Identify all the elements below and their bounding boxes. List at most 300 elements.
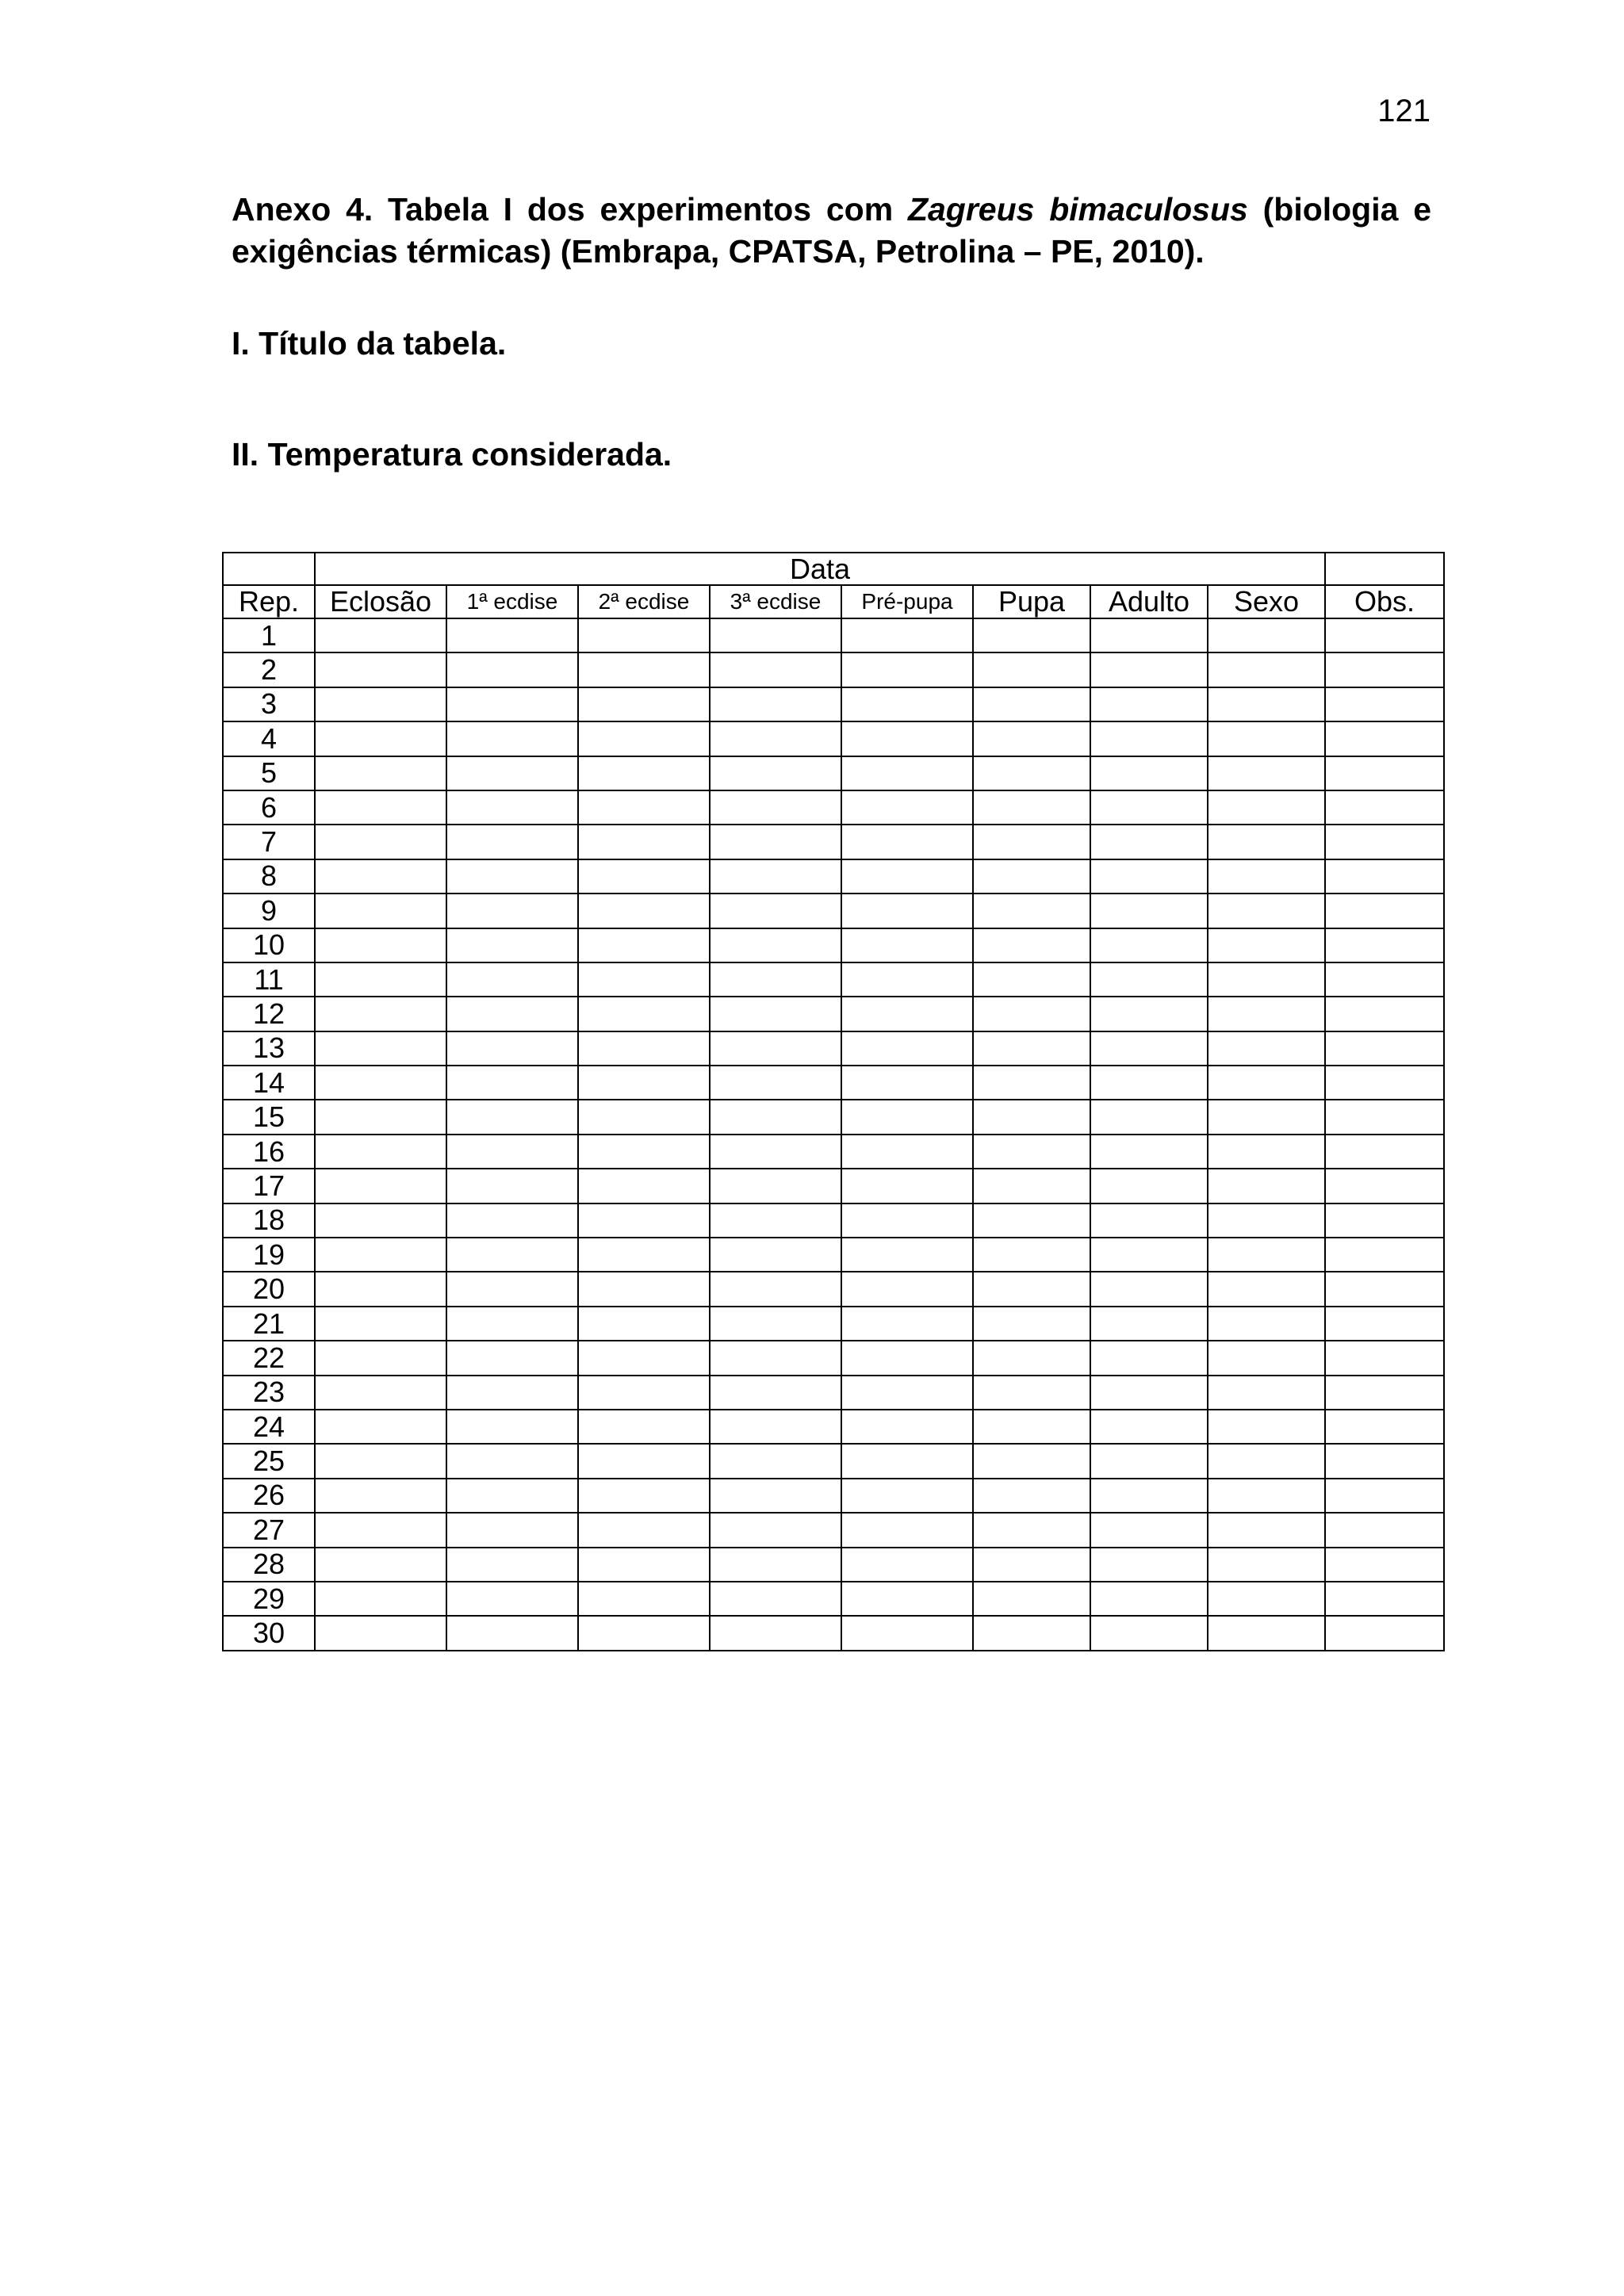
empty-cell	[1090, 1616, 1208, 1650]
empty-cell	[841, 618, 973, 652]
empty-cell	[1325, 1100, 1444, 1134]
table-row	[223, 1513, 1444, 1547]
table-row	[223, 1272, 1444, 1306]
header-sexo: Sexo	[1208, 585, 1325, 618]
empty-cell	[578, 1341, 710, 1375]
header-rep: Rep.	[223, 585, 315, 618]
table-row	[223, 1066, 1444, 1100]
table-row	[223, 1410, 1444, 1444]
empty-cell	[1090, 1410, 1208, 1444]
empty-cell	[446, 1100, 578, 1134]
empty-cell	[1325, 1169, 1444, 1203]
empty-cell	[1325, 1272, 1444, 1306]
empty-cell	[315, 894, 446, 928]
empty-cell	[841, 1444, 973, 1478]
empty-cell	[1325, 1513, 1444, 1547]
empty-cell	[973, 1548, 1090, 1582]
empty-cell	[1325, 652, 1444, 687]
empty-cell	[1090, 1479, 1208, 1513]
empty-cell	[973, 1031, 1090, 1066]
empty-cell	[446, 790, 578, 825]
empty-cell	[578, 1376, 710, 1410]
empty-cell	[1090, 1135, 1208, 1169]
empty-cell	[1208, 825, 1325, 859]
empty-cell	[446, 894, 578, 928]
table-row	[223, 756, 1444, 790]
empty-cell	[973, 687, 1090, 721]
empty-cell	[578, 1272, 710, 1306]
empty-cell	[315, 1066, 446, 1100]
rep-number-cell: 17	[223, 1169, 315, 1203]
empty-cell	[315, 1410, 446, 1444]
empty-cell	[446, 1272, 578, 1306]
empty-cell	[1208, 1203, 1325, 1238]
rep-number-cell: 28	[223, 1548, 315, 1582]
empty-cell	[841, 962, 973, 997]
empty-cell	[973, 1100, 1090, 1134]
empty-cell	[1090, 825, 1208, 859]
empty-cell	[973, 618, 1090, 652]
rep-number-cell: 30	[223, 1616, 315, 1650]
empty-cell	[710, 1616, 841, 1650]
table-row	[223, 997, 1444, 1031]
empty-cell	[1208, 1341, 1325, 1375]
empty-cell	[315, 1548, 446, 1582]
empty-cell	[315, 1272, 446, 1306]
empty-cell	[710, 1513, 841, 1547]
header-obs: Obs.	[1325, 585, 1444, 618]
header-ecdise-3: 3ª ecdise	[710, 585, 841, 618]
empty-cell	[1090, 687, 1208, 721]
empty-cell	[1208, 652, 1325, 687]
rep-number-cell: 13	[223, 1031, 315, 1066]
empty-cell	[710, 687, 841, 721]
empty-cell	[446, 1135, 578, 1169]
empty-cell	[315, 1238, 446, 1272]
empty-cell	[1090, 652, 1208, 687]
empty-cell	[710, 618, 841, 652]
rep-number-cell: 19	[223, 1238, 315, 1272]
empty-cell	[578, 1169, 710, 1203]
empty-cell	[1325, 1616, 1444, 1650]
table-row	[223, 1616, 1444, 1650]
empty-cell	[841, 1135, 973, 1169]
empty-cell	[710, 1203, 841, 1238]
empty-cell	[315, 997, 446, 1031]
empty-cell	[841, 790, 973, 825]
empty-cell	[1208, 1582, 1325, 1616]
empty-cell	[578, 1203, 710, 1238]
table-body	[223, 618, 1444, 1651]
empty-cell	[578, 652, 710, 687]
empty-cell	[1325, 1582, 1444, 1616]
empty-cell	[841, 1341, 973, 1375]
empty-cell	[578, 1135, 710, 1169]
empty-cell	[1208, 928, 1325, 962]
empty-cell	[578, 1066, 710, 1100]
empty-cell	[1208, 1479, 1325, 1513]
empty-cell	[1208, 1513, 1325, 1547]
table-header-group-row	[223, 553, 1444, 585]
empty-cell	[973, 1582, 1090, 1616]
rep-number-cell: 5	[223, 756, 315, 790]
empty-cell	[1208, 1100, 1325, 1134]
empty-cell	[973, 721, 1090, 756]
empty-cell	[446, 1410, 578, 1444]
empty-cell	[973, 1066, 1090, 1100]
rep-number-cell: 25	[223, 1444, 315, 1478]
empty-cell	[1090, 1444, 1208, 1478]
empty-cell	[1090, 962, 1208, 997]
empty-cell	[578, 894, 710, 928]
header-pupa: Pupa	[973, 585, 1090, 618]
empty-cell	[841, 825, 973, 859]
empty-cell	[446, 1169, 578, 1203]
empty-cell	[841, 721, 973, 756]
empty-cell	[446, 1031, 578, 1066]
empty-cell	[710, 997, 841, 1031]
table-row	[223, 1376, 1444, 1410]
empty-cell	[315, 962, 446, 997]
empty-cell	[446, 652, 578, 687]
empty-cell	[578, 1031, 710, 1066]
empty-cell	[1090, 1582, 1208, 1616]
empty-cell	[1325, 1135, 1444, 1169]
empty-cell	[446, 1376, 578, 1410]
empty-cell	[446, 1444, 578, 1478]
empty-cell	[973, 928, 1090, 962]
empty-cell	[1325, 825, 1444, 859]
empty-cell	[841, 1410, 973, 1444]
empty-cell	[841, 1479, 973, 1513]
header-data-group: Data	[315, 553, 1325, 585]
empty-cell	[446, 1341, 578, 1375]
empty-cell	[1208, 894, 1325, 928]
empty-cell	[1325, 1203, 1444, 1238]
empty-cell	[446, 928, 578, 962]
table-row	[223, 618, 1444, 652]
empty-cell	[578, 1307, 710, 1341]
table-row	[223, 962, 1444, 997]
empty-cell	[841, 1307, 973, 1341]
table-row	[223, 790, 1444, 825]
empty-cell	[1325, 1479, 1444, 1513]
empty-cell	[1208, 997, 1325, 1031]
empty-cell	[578, 825, 710, 859]
empty-cell	[973, 1135, 1090, 1169]
table-row	[223, 859, 1444, 894]
table-row	[223, 1135, 1444, 1169]
rep-number-cell: 20	[223, 1272, 315, 1306]
empty-cell	[1090, 1031, 1208, 1066]
empty-cell	[973, 997, 1090, 1031]
empty-cell	[446, 1203, 578, 1238]
empty-cell	[1208, 721, 1325, 756]
empty-cell	[710, 721, 841, 756]
empty-cell	[841, 894, 973, 928]
empty-cell	[578, 928, 710, 962]
empty-cell	[1208, 1238, 1325, 1272]
empty-cell	[1208, 1307, 1325, 1341]
empty-cell	[841, 1031, 973, 1066]
rep-number-cell: 29	[223, 1582, 315, 1616]
empty-cell	[1208, 1444, 1325, 1478]
page-number: 121	[1377, 94, 1431, 128]
empty-cell	[841, 1203, 973, 1238]
empty-cell	[710, 652, 841, 687]
empty-cell	[1208, 1616, 1325, 1650]
empty-cell	[446, 1582, 578, 1616]
empty-cell	[1325, 928, 1444, 962]
empty-cell	[1325, 1410, 1444, 1444]
empty-cell	[315, 825, 446, 859]
empty-cell	[578, 1513, 710, 1547]
empty-cell	[578, 1444, 710, 1478]
table-row	[223, 1307, 1444, 1341]
empty-cell	[1325, 1548, 1444, 1582]
empty-cell	[1090, 1341, 1208, 1375]
empty-cell	[578, 1479, 710, 1513]
empty-cell	[315, 1341, 446, 1375]
empty-cell	[841, 687, 973, 721]
empty-cell	[710, 1272, 841, 1306]
empty-cell	[1208, 687, 1325, 721]
empty-cell	[973, 1513, 1090, 1547]
header-empty-cell	[223, 553, 315, 585]
empty-cell	[315, 1616, 446, 1650]
rep-number-cell: 15	[223, 1100, 315, 1134]
empty-cell	[315, 1307, 446, 1341]
empty-cell	[315, 1031, 446, 1066]
empty-cell	[710, 962, 841, 997]
empty-cell	[315, 756, 446, 790]
empty-cell	[841, 1513, 973, 1547]
empty-cell	[1090, 1307, 1208, 1341]
empty-cell	[315, 859, 446, 894]
empty-cell	[710, 1100, 841, 1134]
empty-cell	[1325, 1307, 1444, 1341]
empty-cell	[841, 859, 973, 894]
table-row	[223, 1169, 1444, 1203]
empty-cell	[578, 1616, 710, 1650]
empty-cell	[1208, 1031, 1325, 1066]
empty-cell	[710, 1169, 841, 1203]
rep-number-cell: 3	[223, 687, 315, 721]
empty-cell	[710, 859, 841, 894]
empty-cell	[1325, 894, 1444, 928]
empty-cell	[841, 1616, 973, 1650]
empty-cell	[1090, 618, 1208, 652]
empty-cell	[841, 1582, 973, 1616]
empty-cell	[1325, 790, 1444, 825]
empty-cell	[315, 652, 446, 687]
empty-cell	[841, 1548, 973, 1582]
data-sheet-table	[222, 552, 1445, 1651]
empty-cell	[1090, 1513, 1208, 1547]
rep-number-cell: 24	[223, 1410, 315, 1444]
empty-cell	[578, 997, 710, 1031]
empty-cell	[578, 1238, 710, 1272]
empty-cell	[578, 962, 710, 997]
empty-cell	[446, 721, 578, 756]
empty-cell	[973, 1272, 1090, 1306]
empty-cell	[1090, 928, 1208, 962]
empty-cell	[1208, 859, 1325, 894]
empty-cell	[1090, 1169, 1208, 1203]
empty-cell	[446, 756, 578, 790]
table-row	[223, 1582, 1444, 1616]
empty-cell	[315, 1100, 446, 1134]
table-row	[223, 825, 1444, 859]
empty-cell	[1325, 1341, 1444, 1375]
empty-cell	[710, 1031, 841, 1066]
empty-cell	[315, 721, 446, 756]
empty-cell	[973, 825, 1090, 859]
empty-cell	[578, 790, 710, 825]
empty-cell	[1325, 1444, 1444, 1478]
empty-cell	[710, 1479, 841, 1513]
empty-cell	[710, 1307, 841, 1341]
empty-cell	[973, 790, 1090, 825]
empty-cell	[446, 1238, 578, 1272]
empty-cell	[315, 1513, 446, 1547]
empty-cell	[1208, 1135, 1325, 1169]
empty-cell	[1325, 721, 1444, 756]
empty-cell	[1090, 894, 1208, 928]
rep-number-cell: 18	[223, 1203, 315, 1238]
empty-cell	[446, 997, 578, 1031]
empty-cell	[710, 928, 841, 962]
section-table-title: I. Título da tabela.	[232, 325, 507, 362]
empty-cell	[315, 618, 446, 652]
empty-cell	[1325, 1376, 1444, 1410]
rep-number-cell: 26	[223, 1479, 315, 1513]
heading-suffix: (biologia e exigências térmicas) (Embrapa, CPATSA, Petrolina – PE, 2010).	[232, 191, 1431, 270]
empty-cell	[315, 1169, 446, 1203]
empty-cell	[710, 1238, 841, 1272]
table-row	[223, 1031, 1444, 1066]
header-ecdise-2: 2ª ecdise	[578, 585, 710, 618]
empty-cell	[315, 1203, 446, 1238]
table-row	[223, 1479, 1444, 1513]
empty-cell	[578, 859, 710, 894]
empty-cell	[578, 1100, 710, 1134]
table-row	[223, 1341, 1444, 1375]
empty-cell	[1090, 1272, 1208, 1306]
empty-cell	[315, 928, 446, 962]
header-eclosao: Eclosão	[315, 585, 446, 618]
empty-cell	[710, 1341, 841, 1375]
empty-cell	[1090, 1100, 1208, 1134]
heading-prefix: Anexo 4. Tabela I dos experimentos com	[232, 191, 908, 228]
empty-cell	[1325, 962, 1444, 997]
rep-number-cell: 12	[223, 997, 315, 1031]
section-temperature: II. Temperatura considerada.	[232, 436, 672, 473]
empty-cell	[1325, 687, 1444, 721]
empty-cell	[1208, 756, 1325, 790]
empty-cell	[710, 1135, 841, 1169]
empty-cell	[446, 687, 578, 721]
empty-cell	[973, 1307, 1090, 1341]
empty-cell	[1208, 1410, 1325, 1444]
empty-cell	[1208, 1548, 1325, 1582]
empty-cell	[841, 1100, 973, 1134]
rep-number-cell: 14	[223, 1066, 315, 1100]
empty-cell	[973, 1616, 1090, 1650]
table-header-row	[223, 585, 1444, 618]
table-row	[223, 894, 1444, 928]
empty-cell	[446, 859, 578, 894]
empty-cell	[446, 1307, 578, 1341]
empty-cell	[315, 1479, 446, 1513]
empty-cell	[315, 687, 446, 721]
table-row	[223, 1444, 1444, 1478]
empty-cell	[710, 1444, 841, 1478]
table-row	[223, 1238, 1444, 1272]
empty-cell	[578, 1548, 710, 1582]
rep-number-cell: 16	[223, 1135, 315, 1169]
empty-cell	[710, 825, 841, 859]
empty-cell	[841, 928, 973, 962]
rep-number-cell: 7	[223, 825, 315, 859]
empty-cell	[841, 652, 973, 687]
empty-cell	[1325, 1238, 1444, 1272]
empty-cell	[578, 687, 710, 721]
rep-number-cell: 4	[223, 721, 315, 756]
empty-cell	[1090, 997, 1208, 1031]
table-row	[223, 652, 1444, 687]
empty-cell	[446, 825, 578, 859]
empty-cell	[973, 1376, 1090, 1410]
empty-cell	[1090, 859, 1208, 894]
empty-cell	[1208, 1169, 1325, 1203]
empty-cell	[710, 1548, 841, 1582]
header-adulto: Adulto	[1090, 585, 1208, 618]
empty-cell	[841, 756, 973, 790]
rep-number-cell: 22	[223, 1341, 315, 1375]
empty-cell	[578, 756, 710, 790]
empty-cell	[1090, 1548, 1208, 1582]
empty-cell	[315, 1376, 446, 1410]
empty-cell	[578, 1410, 710, 1444]
empty-cell	[1325, 618, 1444, 652]
table-row	[223, 928, 1444, 962]
empty-cell	[1208, 962, 1325, 997]
empty-cell	[446, 1066, 578, 1100]
empty-cell	[841, 1376, 973, 1410]
empty-cell	[446, 1548, 578, 1582]
empty-cell	[315, 1582, 446, 1616]
empty-cell	[710, 790, 841, 825]
rep-number-cell: 8	[223, 859, 315, 894]
rep-number-cell: 21	[223, 1307, 315, 1341]
empty-cell	[446, 618, 578, 652]
empty-cell	[973, 1203, 1090, 1238]
rep-number-cell: 27	[223, 1513, 315, 1547]
table-row	[223, 1100, 1444, 1134]
empty-cell	[973, 1410, 1090, 1444]
empty-cell	[1208, 618, 1325, 652]
empty-cell	[578, 618, 710, 652]
empty-cell	[1208, 1272, 1325, 1306]
empty-cell	[1325, 1031, 1444, 1066]
empty-cell	[446, 1479, 578, 1513]
empty-cell	[973, 1341, 1090, 1375]
rep-number-cell: 11	[223, 962, 315, 997]
empty-cell	[1325, 997, 1444, 1031]
header-ecdise-1: 1ª ecdise	[446, 585, 578, 618]
empty-cell	[1208, 1066, 1325, 1100]
